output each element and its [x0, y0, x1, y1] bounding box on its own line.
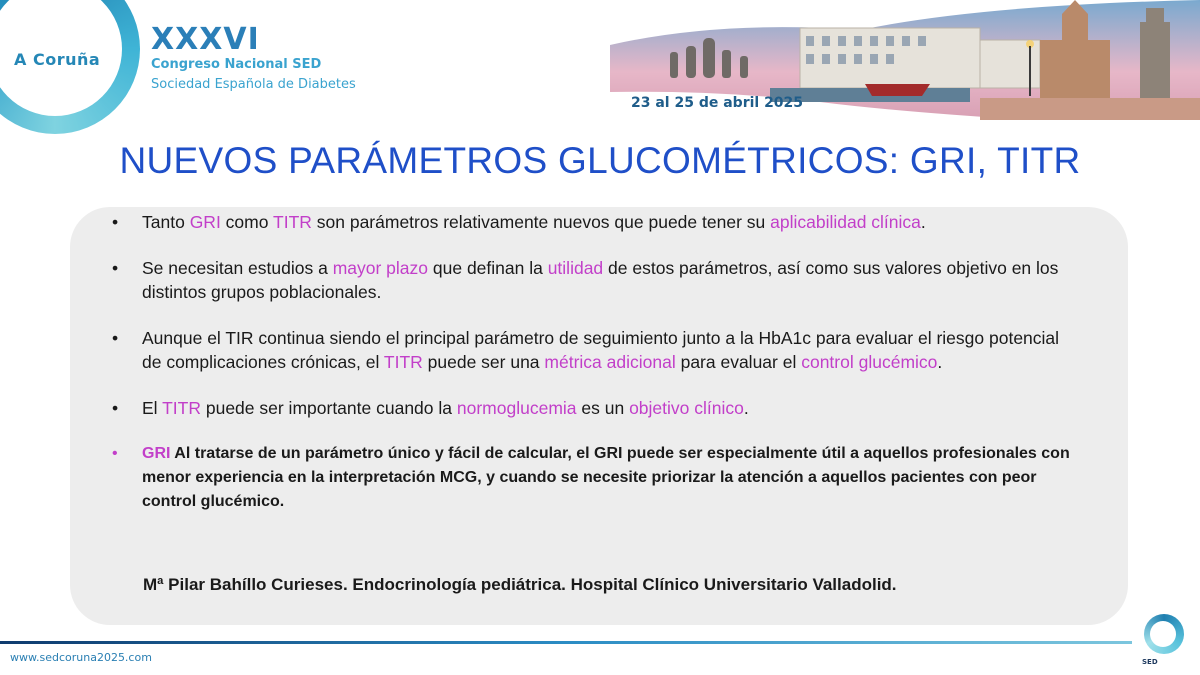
- coruna-logo-text: A Coruña: [14, 50, 101, 69]
- bullet-text: .: [937, 352, 943, 372]
- bullet-text: Al tratarse de un parámetro único y fácil de calcular, el GRI puede ser especialmente útil a aquellos profesionales con menor experiencia en la interpretación MCG, y cuando se necesite priorizar la atención a aquellos pacientes con peor control glucémico.: [142, 445, 1070, 510]
- highlighted-term: normoglucemia: [456, 398, 577, 418]
- bullet-text: puede ser importante cuando la: [201, 398, 457, 418]
- sed-logo: [1140, 614, 1192, 672]
- congress-society: Sociedad Española de Diabetes: [151, 77, 356, 92]
- sed-logo-text: SED: [1142, 658, 1158, 666]
- bullet-marker: •: [112, 398, 119, 418]
- highlighted-term: control glucémico: [801, 352, 938, 372]
- highlighted-term: TITR: [162, 398, 201, 418]
- highlighted-term: mayor plazo: [332, 258, 429, 278]
- highlighted-term: métrica adicional: [544, 352, 676, 372]
- bullet-text: Se necesitan estudios a: [142, 258, 333, 278]
- footer-url[interactable]: www.sedcoruna2025.com: [10, 651, 152, 664]
- bullet-text: de estos parámetros, así como sus valores objetivo en los distintos grupos poblacionales.: [142, 258, 1059, 302]
- highlighted-term: TITR: [273, 212, 312, 232]
- bullet-text: como: [220, 212, 274, 232]
- congress-dates: 23 al 25 de abril 2025: [631, 95, 804, 111]
- bullet-text: que definan la: [428, 258, 548, 278]
- bullet-marker: •: [112, 212, 119, 232]
- sed-logo-center: [1150, 621, 1176, 647]
- slide-title: NUEVOS PARÁMETROS GLUCOMÉTRICOS: GRI, TITR: [119, 140, 1081, 181]
- bullet-marker: •: [112, 445, 118, 462]
- bullet-item: [112, 396, 1072, 420]
- bullet-item: [112, 210, 1072, 234]
- bullet-text: Tanto: [142, 212, 190, 232]
- bullet-text: para evaluar el: [675, 352, 802, 372]
- highlighted-term: GRI: [189, 212, 221, 232]
- bullet-text: es un: [576, 398, 630, 418]
- bullet-text: .: [920, 212, 926, 232]
- congress-name: Congreso Nacional SED: [151, 57, 322, 72]
- bullet-item: [112, 256, 1072, 304]
- bullet-item: [112, 326, 1072, 374]
- bullet-list: [112, 210, 1072, 536]
- highlighted-term: GRI: [142, 445, 171, 462]
- bullet-item: [112, 442, 1072, 514]
- author-credit: Mª Pilar Bahíllo Curieses. Endocrinología pediátrica. Hospital Clínico Universitario Valladolid.: [143, 575, 897, 594]
- bullet-text: puede ser una: [422, 352, 545, 372]
- bullet-marker: •: [112, 258, 119, 278]
- highlighted-term: aplicabilidad clínica: [770, 212, 921, 232]
- bullet-text: El: [142, 398, 163, 418]
- bullet-text: son parámetros relativamente nuevos que puede tener su: [311, 212, 771, 232]
- congress-number: XXXVI: [151, 22, 260, 57]
- bullet-text: .: [743, 398, 749, 418]
- footer-divider: [0, 641, 1132, 644]
- highlighted-term: utilidad: [547, 258, 604, 278]
- bullet-text: Aunque el TIR continua siendo el principal parámetro de seguimiento junto a la HbA1c para evaluar el riesgo potencial de complicaciones crónicas, el: [142, 328, 1060, 372]
- bullet-marker: •: [112, 328, 119, 348]
- highlighted-term: objetivo clínico: [629, 398, 744, 418]
- highlighted-term: TITR: [383, 352, 423, 372]
